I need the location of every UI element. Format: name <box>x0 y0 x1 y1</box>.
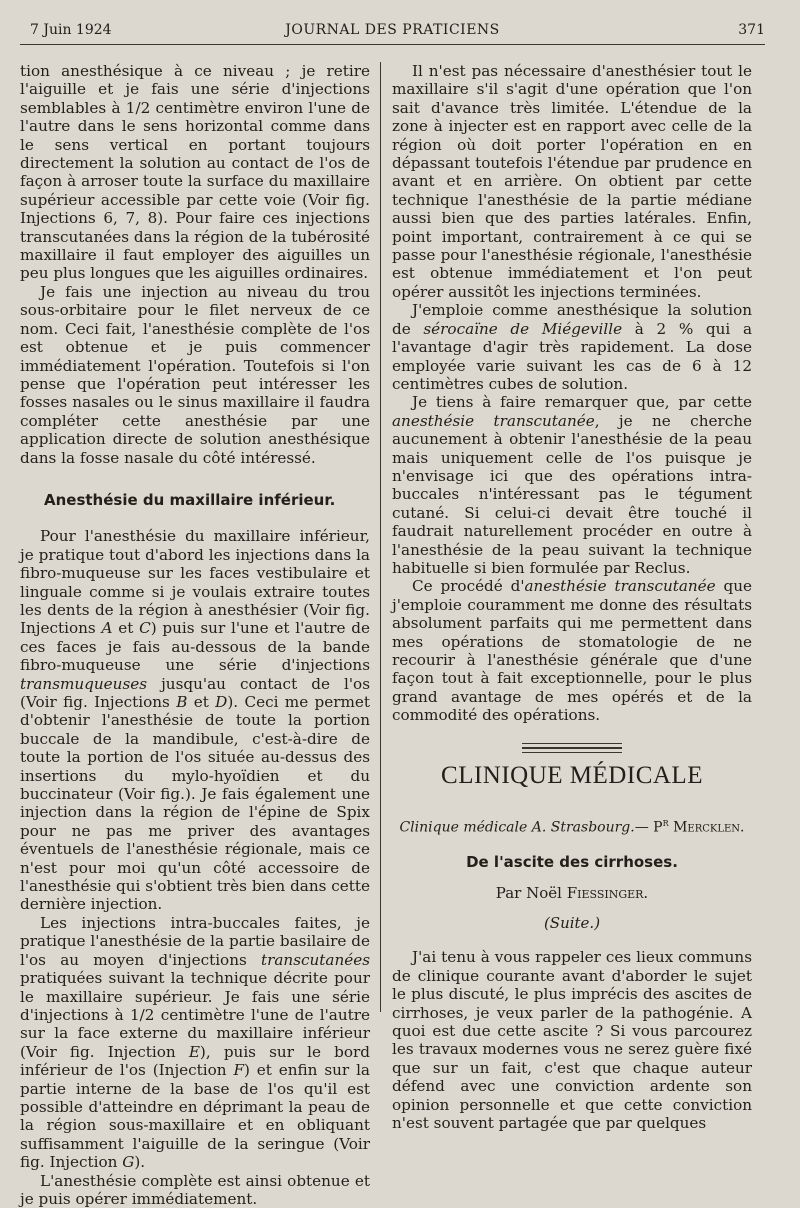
left-paragraph-3: Pour l'anesthésie du maxillaire inférieur, je pratique tout d'abord les injections dans la fibro-muqueuse sur les faces vestibulaire et linguale comme si je voulais extraire toutes les dents de la région à anesthésier (Voir fig. Injections A et C) puis sur l'une et l'autre de ces faces je fais au-dessous de la bande fibro-muqueuse une série d'injections transmuqueuses jusqu'au contact de l'os (Voir fig. Injections B et D). Ceci me permet d'obtenir l'anesthésie de toute la portion buccale de la mandibule, c'est-à-dire de toute la portion de l'os située au-dessus des insertions du mylo-hyoïdien et du buccinateur (Voir fig.). Je fais également une injection dans la région de l'épine de Spix pour ne pas me priver des avantages éventuels de l'anesthésie régionale, mais ce n'est pour moi qu'un côté accessoire de l'anesthésie qui s'obtient très bien dans cette dernière injection. <box>20 527 371 914</box>
left-paragraph-5: L'anesthésie complète est ainsi obtenue et je puis opérer immédiatement. <box>20 1171 370 1208</box>
left-paragraph-1: tion anesthésique à ce niveau ; je retire l'aiguille et je fais une série d'injections semblables à 1/2 centimètre environ l'une de l'autre dans le sens horizontal comme dans le sens vertical en portant toujours directement la solution au contact de l'os de façon à arroser toute la surface du maxillaire supérieur accessible par cette voie (Voir fig. Injections 6, 7, 8). Pour faire ces injections transcutanées dans la région de la tubérosité maxillaire il faut employer des aiguilles un peu plus longues que les aiguilles ordinaires. <box>20 62 370 283</box>
header-page-number: 371 <box>738 22 765 38</box>
section-title: CLINIQUE MÉDICALE <box>441 761 703 789</box>
clinic-line: Clinique médicale A. Strasbourg.— $P^r$ Mercklen. <box>399 815 745 836</box>
right-paragraph-5: J'ai tenu à vous rappeler ces lieux communs de clinique courante avant d'aborder le sujet le plus discuté, le plus imprécis des ascites de cirrhoses, je veux parler de la pathogénie. A quoi est due cette ascite ? Si vous parcourez les travaux modernes vous ne serez guère fixé que sur un fait, c'est que chaque auteur défend avec une conviction ardente son opinion personnelle et que cette conviction n'est souvent partagée que par quelques <box>392 948 752 1132</box>
article-suite: (Suite.) <box>543 913 601 932</box>
right-paragraph-2: J'emploie comme anesthésique la solution de sérocaïne de Miégeville à 2 % qui a l'avantage d'agir très rapidement. La dose employée varie suivant les cas de 6 à 12 centimètres cubes de solution. <box>392 301 753 393</box>
left-paragraph-2: Je fais une injection au niveau du trou sous-orbitaire pour le filet nerveux de ce nom. Ceci fait, l'anesthésie complète de l'os est obtenue et je puis commencer immédiatement l'opération. Toutefois si l'on pense que l'opération peut intéresser les fosses nasales ou le sinus maxillaire il faudra compléter cette anesthésie par une application directe de solution anesthésique dans la fosse nasale du côté intéressé. <box>20 282 370 467</box>
column-divider <box>380 62 381 1012</box>
article-author: Par Noël Fiessinger. <box>495 883 649 902</box>
left-column <box>20 62 370 1208</box>
right-paragraph-3: Je tiens à faire remarquer que, par cette anesthésie transcutanée, je ne cherche aucunement à obtenir l'anesthésie de la peau mais uniquement celle de l'os puisque je n'envisage ici que des opérations intra-buccales n'intéressant pas le tégument cutané. Si celui-ci devait être touché il faudrait naturellement procéder en outre à l'anesthésie de la peau suivant la technique habituelle si bien formulée par Reclus. <box>392 393 752 577</box>
article-title: De l'ascite des cirrhoses. <box>466 853 678 872</box>
header-date: 7 Juin 1924 <box>30 22 112 38</box>
header-journal-title: JOURNAL DES PRATICIENS <box>285 22 500 38</box>
right-paragraph-1: Il n'est pas nécessaire d'anesthésier tout le maxillaire s'il s'agit d'une opération que l'on sait d'avance très limitée. L'étendue de la zone à injecter est en rapport avec celle de la région où doit porter l'opération en en dépassant toutefois l'étendue par prudence en avant et en arrière. On obtient par cette technique l'anesthésie de la partie médiane aussi bien que des parties latérales. Enfin, point important, contrairement à ce qui se passe pour l'anesthésie régionale, l'anesthésie est obtenue immédiatement et l'on peut opérer aussitôt les injections terminées. <box>392 62 752 301</box>
section-ornament <box>522 743 622 753</box>
right-column <box>392 62 752 1132</box>
page-header <box>20 20 765 45</box>
right-paragraph-4: Ce procédé d'anesthésie transcutanée que j'emploie couramment me donne des résultats absolument parfaits qui me permettent dans mes opérations de stomatologie de ne recourir à l'anesthésie générale que d'une façon tout à fait exceptionnelle, pour le plus grand avantage de mes opérés et de la commodité des opérations. <box>392 577 752 725</box>
subheading-maxillaire-inferieur: Anesthésie du maxillaire inférieur. <box>44 490 336 509</box>
left-paragraph-4: Les injections intra-buccales faites, je pratique l'anesthésie de la partie basilaire de l'os au moyen d'injections transcutanées pratiquées suivant la technique décrite pour le maxillaire supérieur. Je fais une série d'injections à 1/2 centimètre l'une de l'autre sur la face externe du maxillaire inférieur (Voir fig. Injection E), puis sur le bord inférieur de l'os (Injection F) et enfin sur la partie interne de la base de l'os qu'il est possible d'atteindre en déprimant la peau de la région sous-maxillaire et en obliquant suffisamment l'aiguille de la seringue (Voir fig. Injection G). <box>20 913 371 1172</box>
